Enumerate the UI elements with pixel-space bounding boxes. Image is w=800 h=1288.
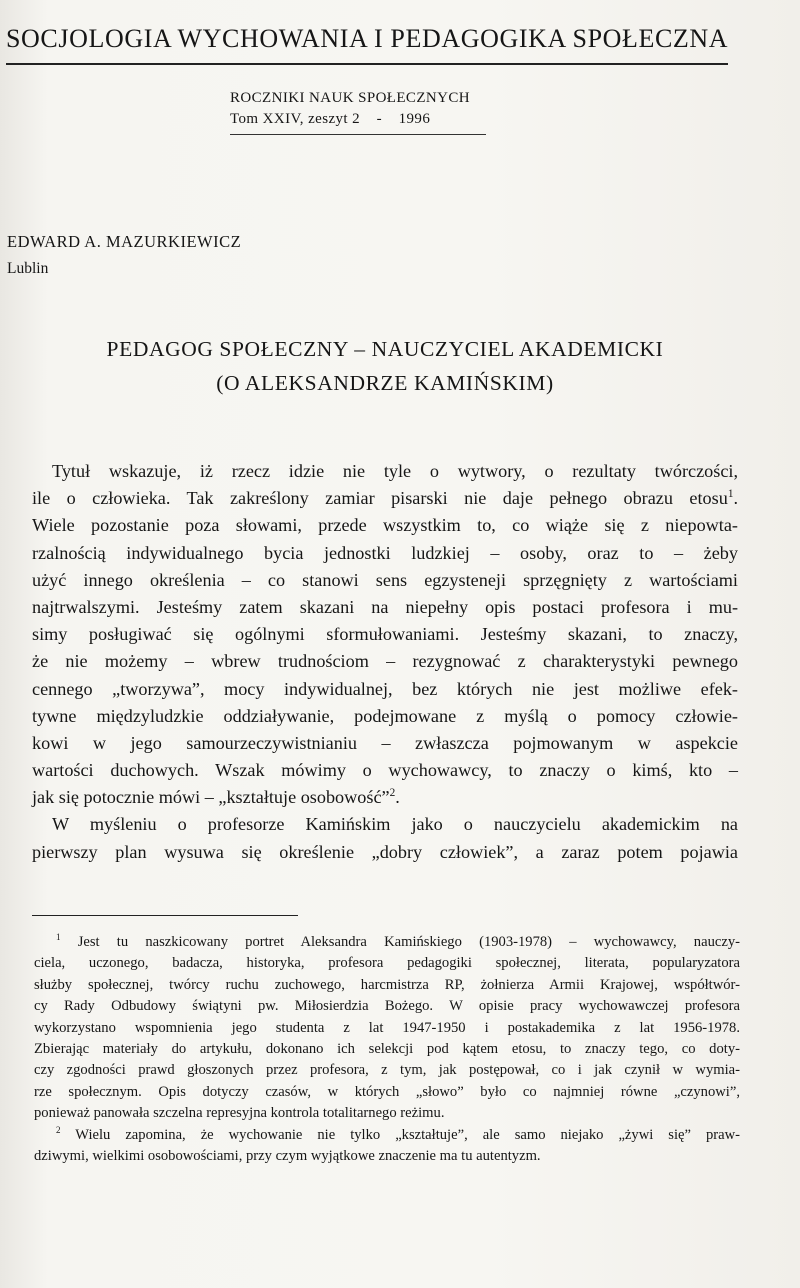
author-place: Lublin — [7, 260, 49, 277]
footnote-line: ponieważ panowała szczelna represyjna kontrola totalitarnego reżimu. — [34, 1105, 445, 1122]
body-line — [32, 784, 738, 811]
header-rule — [6, 63, 728, 65]
footnote-text: Wielu zapomina, że wychowanie nie tylko „kształtuje”, ale samo niejako „żywi się” praw- — [75, 1126, 740, 1143]
body-line: cennego „tworzywa”, mocy indywidualnej, bez których nie jest możliwe efek- — [32, 678, 738, 699]
footnotes — [34, 932, 740, 1167]
journal-rule — [230, 134, 486, 135]
footnote-line: ciela, uczonego, badacza, historyka, profesora pedagogiki społecznej, literata, popularyzatora — [34, 955, 740, 972]
body-line: wartości duchowych. Wszak mówimy o wychowawcy, to znaczy o kimś, kto – — [32, 760, 738, 781]
section-title: SOCJOLOGIA WYCHOWANIA I PEDAGOGIKA SPOŁECZNA — [6, 24, 729, 53]
body-line: najtrwalszymi. Jesteśmy zatem skazani na niepełny opis postaci profesora i mu- — [32, 596, 738, 617]
body-line: użyć innego określenia – co stanowi sens egzysteneji sprzęgnięty z wartościami — [32, 569, 738, 590]
article-title — [40, 332, 730, 400]
author-name: EDWARD A. MAZURKIEWICZ — [7, 232, 242, 251]
footnote-line: cy Rady Odbudowy świątyni pw. Miłosierdzia Bożego. W opisie pracy wychowawczej profesora — [34, 998, 740, 1015]
volume-line: Tom XXIV, zeszyt 2 - 1996 — [230, 111, 431, 127]
article-title-line-2: (O ALEKSANDRZE KAMIŃSKIM) — [216, 371, 554, 395]
footnote-text: Jest tu naszkicowany portret Aleksandra Kamińskiego (1903-1978) – wychowawcy, nauczy- — [77, 934, 740, 950]
footnote-ref-1[interactable]: 1 — [727, 488, 734, 501]
body-line: Wiele pozostanie poza słowami, przede wszystkim to, co wiąże się z niepowta- — [32, 515, 738, 536]
article-body — [32, 458, 738, 866]
footnote-line — [34, 1125, 740, 1146]
footnote-line: Zbierając materiały do artykułu, dokonano ich selekcji pod kątem etosu, to znaczy tego, co doty- — [34, 1040, 740, 1057]
footnote-line — [34, 932, 740, 953]
footnote-line: wykorzystano wspomnienia jego studenta z lat 1947-1950 i postakademika z lat 1956-1978. — [34, 1019, 740, 1036]
body-line: że nie możemy – wbrew trudnościom – rezygnować z charakterystyki pewnego — [32, 651, 738, 672]
body-line-punct: . — [395, 787, 400, 808]
body-line: rzalnością indywidualnego bycia jednostki ludzkiej – osoby, oraz to – żeby — [32, 542, 738, 563]
body-line: W myśleniu o profesorze Kamińskim jako o nauczycielu akademickim na — [52, 814, 738, 835]
footnote-ref-2[interactable]: 2 — [389, 787, 396, 800]
footnote-line: służby społecznej, twórcy ruchu zuchowego, harcmistrza RP, żołnierza Armii Krajowej, współtwór- — [34, 976, 740, 993]
footnote-line: dziwymi, wielkimi osobowościami, przy czym wyjątkowe znaczenie ma tu autentyzm. — [34, 1147, 541, 1164]
journal-name: ROCZNIKI NAUK SPOŁECZNYCH — [230, 90, 471, 106]
footnote-number-2: 2 — [56, 1124, 61, 1135]
body-line-text: jak się potocznie mówi – „kształtuje osobowość” — [32, 787, 390, 808]
journal-info — [230, 88, 500, 135]
body-line — [32, 485, 738, 512]
footnote-rule — [32, 915, 298, 916]
footnote-number-1: 1 — [56, 932, 61, 943]
body-line: tywne międzyludzkie oddziaływanie, podejmowane z myślą o pomocy człowie- — [32, 705, 738, 726]
article-title-line-1: PEDAGOG SPOŁECZNY – NAUCZYCIEL AKADEMICKI — [106, 337, 664, 361]
footnote-line: czy zgodności prawd głoszonych przez profesora, z tym, jak postępował, co i jak czynił w wymia- — [34, 1062, 740, 1079]
footnote-line: rze społecznym. Opis dotyczy czasów, w których „słowo” było co najmniej równe „czynowi”, — [34, 1083, 740, 1100]
body-line-text: ile o człowieka. Tak zakreślony zamiar pisarski nie daje pełnego obrazu etosu — [32, 488, 728, 509]
body-line-punct: . — [733, 488, 738, 509]
body-line: Tytuł wskazuje, iż rzecz idzie nie tyle o wytwory, o rezultaty twórczości, — [52, 461, 738, 481]
body-line: pierwszy plan wysuwa się określenie „dobry człowiek”, a zaraz potem pojawia — [32, 841, 738, 862]
body-line: simy posługiwać się ogólnymi sformułowaniami. Jesteśmy skazani, to znaczy, — [32, 624, 738, 645]
body-line: kowi w jego samourzeczywistnianiu – zwłaszcza pojmowanym w aspekcie — [32, 732, 738, 753]
